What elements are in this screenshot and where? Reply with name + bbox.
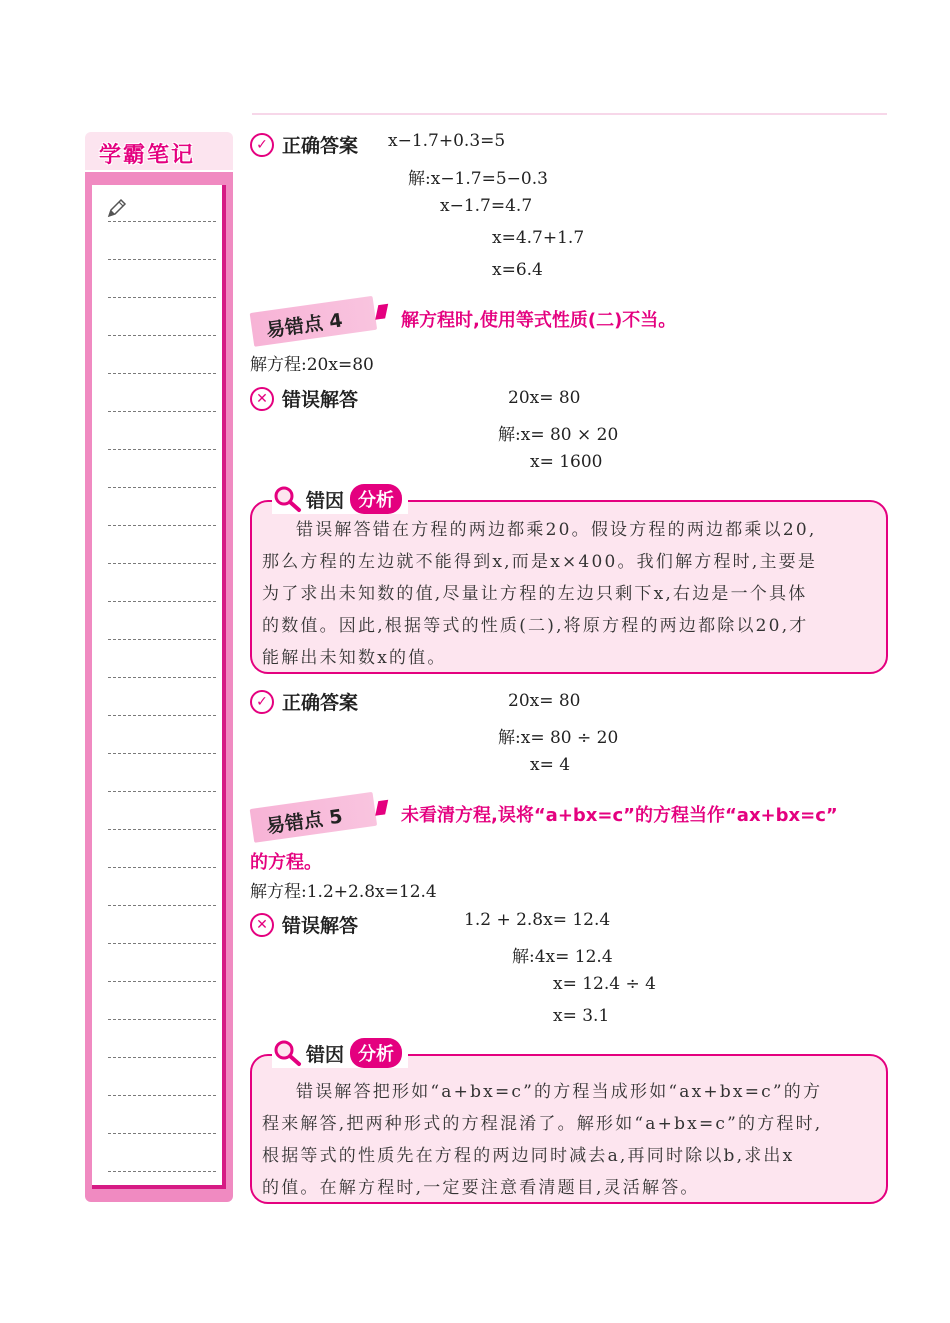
note-line xyxy=(108,563,216,564)
note-line xyxy=(108,449,216,450)
notes-paper xyxy=(92,185,226,1189)
note-line xyxy=(108,1171,216,1172)
eq-line: 解:x= 80 ÷ 20 xyxy=(498,728,619,748)
eq-line: 20x= 80 xyxy=(508,388,581,408)
wrong-answer-text: 错误解答 xyxy=(282,915,359,937)
analysis-line: 根据等式的性质先在方程的两边同时减去a,再同时除以b,求出x xyxy=(262,1146,795,1166)
note-line xyxy=(108,601,216,602)
analysis-line: 程来解答,把两种形式的方程混淆了。解形如“a+bx=c”的方程时, xyxy=(262,1114,823,1134)
note-line xyxy=(108,411,216,412)
mistake-point-4-tag xyxy=(250,296,378,347)
eq-line: x=4.7+1.7 xyxy=(492,228,585,248)
note-line xyxy=(108,1057,216,1058)
note-line xyxy=(108,753,216,754)
analysis-text-4 xyxy=(262,514,876,674)
problem-statement-4: 解方程:20x=80 xyxy=(250,355,374,375)
eq-line: x= 3.1 xyxy=(553,1006,610,1026)
analysis-head-text: 错因 xyxy=(306,1043,345,1066)
eq-line: x−1.7=4.7 xyxy=(440,196,533,216)
note-line xyxy=(108,715,216,716)
note-line xyxy=(108,1133,216,1134)
note-line xyxy=(108,1019,216,1020)
correct-answer-text: 正确答案 xyxy=(282,692,359,714)
note-line xyxy=(108,867,216,868)
cross-icon: ✕ xyxy=(250,913,274,937)
error-analysis-head-4 xyxy=(272,484,408,514)
correct-answer-text: 正确答案 xyxy=(282,135,359,157)
note-line xyxy=(108,297,216,298)
note-line xyxy=(108,791,216,792)
note-line xyxy=(108,259,216,260)
analysis-line: 错误解答错在方程的两边都乘20。假设方程的两边都乘以20, xyxy=(296,520,817,540)
wrong-answer-label-5 xyxy=(250,911,358,938)
note-line xyxy=(108,943,216,944)
eq-line: x−1.7+0.3=5 xyxy=(388,131,506,151)
note-line xyxy=(108,221,216,222)
notes-title: 学霸笔记 xyxy=(99,143,196,168)
eq-line: 解:x= 80 × 20 xyxy=(498,425,619,445)
analysis-head-text: 错因 xyxy=(306,489,345,512)
eq-line: x=6.4 xyxy=(492,260,543,280)
cross-icon: ✕ xyxy=(250,387,274,411)
analysis-pill: 分析 xyxy=(350,484,402,514)
note-line xyxy=(108,487,216,488)
mistake-point-5-text: 易错点 5 xyxy=(264,805,344,838)
analysis-line: 错误解答把形如“a+bx=c”的方程当成形如“ax+bx=c”的方 xyxy=(296,1082,823,1102)
analysis-line: 那么方程的左边就不能得到x,而是x×400。我们解方程时,主要是 xyxy=(262,552,818,572)
mistake-point-4-desc: 解方程时,使用等式性质(二)不当。 xyxy=(401,310,677,331)
error-analysis-box-5 xyxy=(250,1054,888,1204)
check-icon: ✓ xyxy=(250,690,274,714)
note-line xyxy=(108,525,216,526)
analysis-text-5 xyxy=(262,1076,876,1204)
analysis-line: 为了求出未知数的值,尽量让方程的左边只剩下x,右边是一个具体 xyxy=(262,584,808,604)
note-line xyxy=(108,981,216,982)
eq-line: 1.2 + 2.8x= 12.4 xyxy=(464,910,611,930)
note-line xyxy=(108,677,216,678)
magnifier-icon xyxy=(272,1039,302,1067)
analysis-line: 的数值。因此,根据等式的性质(二),将原方程的两边都除以20,才 xyxy=(262,616,809,636)
note-line xyxy=(108,639,216,640)
error-analysis-box-4 xyxy=(250,500,888,674)
eq-line: x= 12.4 ÷ 4 xyxy=(553,974,656,994)
note-line xyxy=(108,373,216,374)
eq-line: 解:4x= 12.4 xyxy=(512,947,613,967)
magnifier-icon xyxy=(272,485,302,513)
eq-line: 解:x−1.7=5−0.3 xyxy=(408,169,548,189)
notes-frame xyxy=(85,172,233,1202)
pencil-icon xyxy=(106,197,128,219)
note-line xyxy=(108,1095,216,1096)
correct-answer-label-4 xyxy=(250,688,358,715)
notes-sidebar xyxy=(85,132,235,1202)
mistake-point-5-desc: 未看清方程,误将“a+bx=c”的方程当作“ax+bx=c” xyxy=(401,805,838,826)
analysis-line: 的值。在解方程时,一定要注意看清题目,灵活解答。 xyxy=(262,1178,700,1198)
check-icon: ✓ xyxy=(250,133,274,157)
eq-line: x= 4 xyxy=(530,755,571,775)
analysis-line: 能解出未知数x的值。 xyxy=(262,648,447,668)
eq-line: 20x= 80 xyxy=(508,691,581,711)
eq-line: x= 1600 xyxy=(530,452,603,472)
correct-answer-label-1 xyxy=(250,131,358,158)
error-analysis-head-5 xyxy=(272,1038,408,1068)
analysis-pill: 分析 xyxy=(350,1038,402,1068)
top-divider xyxy=(252,113,887,115)
mistake-point-4-text: 易错点 4 xyxy=(264,309,344,342)
note-line xyxy=(108,829,216,830)
note-line xyxy=(108,905,216,906)
wrong-answer-text: 错误解答 xyxy=(282,389,359,411)
mistake-point-5-tag xyxy=(250,792,378,843)
mistake-point-5-desc-cont: 的方程。 xyxy=(250,852,322,873)
problem-statement-5: 解方程:1.2+2.8x=12.4 xyxy=(250,882,437,902)
note-line xyxy=(108,335,216,336)
wrong-answer-label-4 xyxy=(250,385,358,412)
notes-header xyxy=(85,132,233,170)
